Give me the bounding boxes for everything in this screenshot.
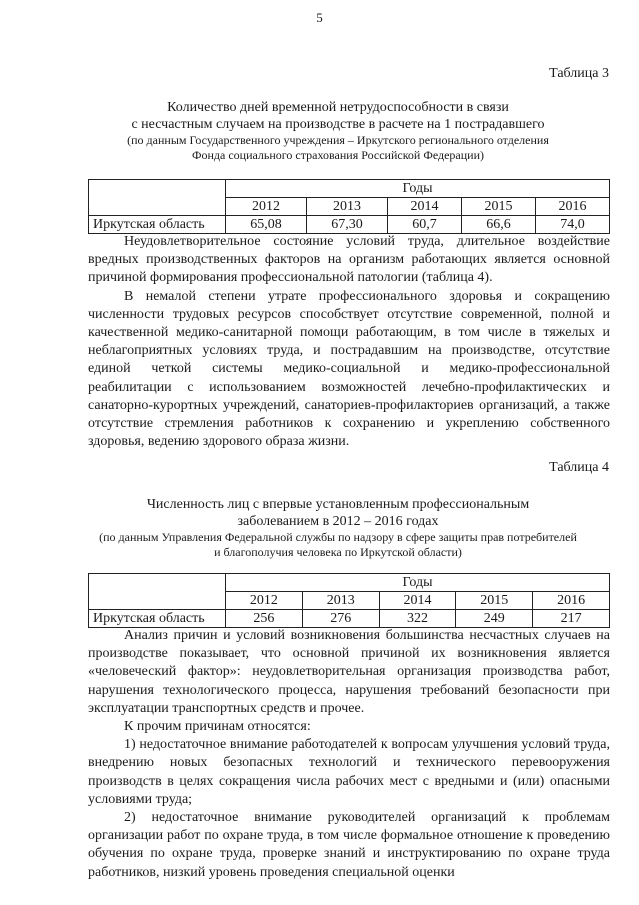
table3-source-line-1: (по данным Государственного учреждения – Иркутского регионального отделения	[127, 133, 549, 147]
table4-value: 249	[456, 610, 533, 628]
table3-title-line-1: Количество дней временной нетрудоспособности в связи	[167, 100, 509, 115]
table4-years-row	[89, 592, 610, 610]
table4-year: 2012	[226, 592, 303, 610]
table4-value: 322	[379, 610, 456, 628]
table3-year: 2015	[462, 198, 536, 216]
table4-value: 217	[533, 610, 610, 628]
table3-years-row	[89, 198, 610, 216]
table4-title-line-2: заболеванием в 2012 – 2016 годах	[237, 514, 439, 529]
table4-year: 2014	[379, 592, 456, 610]
table3-label: Таблица 3	[549, 66, 609, 81]
table4-value: 276	[302, 610, 379, 628]
table3-year: 2012	[226, 198, 307, 216]
table3	[88, 179, 610, 234]
table3-value: 65,08	[226, 216, 307, 234]
table4-caption	[88, 496, 588, 560]
table4-year: 2015	[456, 592, 533, 610]
table4-source-line-2: и благополучия человека по Иркутской области)	[214, 545, 462, 559]
table3-value: 74,0	[536, 216, 610, 234]
body-text-b	[88, 627, 610, 882]
table4-corner-cell-lower	[89, 592, 226, 610]
paragraph: В немалой степени утрате профессионального здоровья и сокращению численности трудовых ресурсов способствует отсутствие современной, полной и качественной медико-санитарной помощи работающим, в том числе в тяжелых и неблагоприятных условиях труда, и пострадавшим на производстве, отсутствие единой четкой системы медико-социальной и медико-профессиональной реабилитации с использованием возможностей лечебно-профилактических и санаторно-курортных учреждений, санаториев-профилакториев организаций, а также отсутствие стремления работников к сохранению и укреплению собственного здоровья, ведению здорового образа жизни.	[88, 288, 610, 450]
page-number: 5	[316, 10, 323, 25]
table4-header-row	[89, 574, 610, 592]
paragraph: Анализ причин и условий возникновения большинства несчастных случаев на производстве показывает, что основной причиной их возникновения является «человеческий фактор»: неудовлетворительная организация производства работ, нарушения технологического процесса, нарушения требований безопасности при эксплуатации транспортных средств и прочее.	[88, 628, 610, 716]
table4-source-line-1: (по данным Управления Федеральной службы по надзору в сфере защиты прав потребителей	[99, 530, 577, 544]
table4-title-line-1: Численность лиц с впервые установленным профессиональным	[146, 497, 530, 512]
table3-value: 66,6	[462, 216, 536, 234]
table3-source-line-2: Фонда социального страхования Российской Федерации)	[191, 148, 485, 162]
table4-group-header: Годы	[226, 574, 610, 592]
table3-title-line-2: с несчастным случаем на производстве в расчете на 1 пострадавшего	[131, 117, 545, 132]
table3-year: 2016	[536, 198, 610, 216]
table3-year: 2013	[307, 198, 388, 216]
table4	[88, 573, 610, 628]
table4-label: Таблица 4	[549, 460, 609, 475]
body-text-a	[88, 233, 610, 451]
paragraph: 2) недостаточное внимание руководителей организаций к проблемам организации работ по охране труда, в том числе формальное отношение к проведению обучения по охране труда, проверке знаний и инструктированию по охране труда работников, низкий уровень проведения специальной оценки	[88, 810, 610, 880]
table3-year: 2014	[388, 198, 462, 216]
table3-caption	[88, 99, 588, 163]
table3-corner-cell	[89, 180, 226, 198]
table4-corner-cell	[89, 574, 226, 592]
table4-row-label: Иркутская область	[89, 610, 226, 628]
table3-value: 67,30	[307, 216, 388, 234]
table4-value: 256	[226, 610, 303, 628]
paragraph: К прочим причинам относятся:	[124, 719, 311, 735]
table3-row-label: Иркутская область	[89, 216, 226, 234]
table4-year: 2013	[302, 592, 379, 610]
table3-data-row	[89, 216, 610, 234]
table4-data-row	[89, 610, 610, 628]
paragraph: 1) недостаточное внимание работодателей к вопросам улучшения условий труда, внедрению новых безопасных технологий и технического перевооружения производств в целях сокращения числа рабочих мест с вредными и (или) опасными условиями труда;	[88, 737, 610, 807]
paragraph: Неудовлетворительное состояние условий труда, длительное воздействие вредных производственных факторов на организм работающих является основной причиной формирования профессиональной патологии (таблица 4).	[88, 234, 610, 286]
table3-value: 60,7	[388, 216, 462, 234]
table4-year: 2016	[533, 592, 610, 610]
table3-corner-cell-lower	[89, 198, 226, 216]
table3-group-header: Годы	[226, 180, 610, 198]
table3-header-row	[89, 180, 610, 198]
